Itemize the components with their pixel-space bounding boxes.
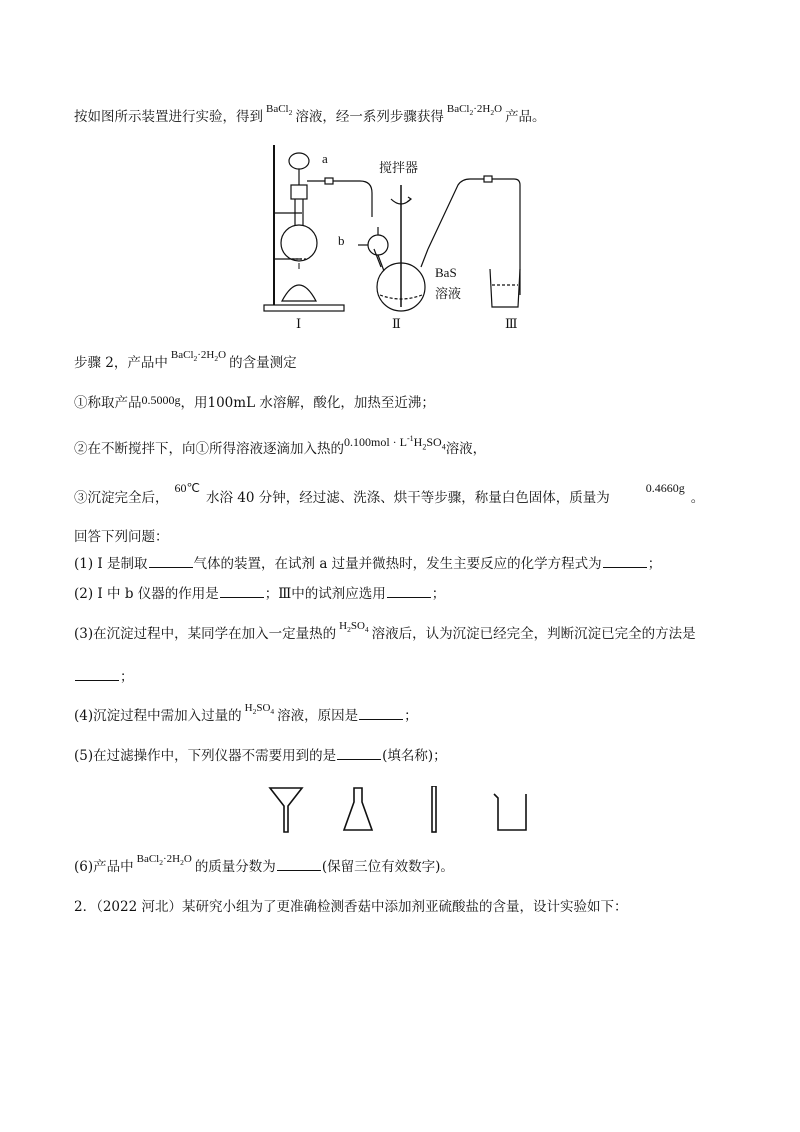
label-apparatus-1: Ⅰ bbox=[296, 317, 302, 332]
chem-h2so4: H2SO4 bbox=[339, 620, 369, 635]
s3-mid: 水浴 40 分钟，经过滤、洗涤、烘干等步骤，称量白色固体，质量为 bbox=[205, 490, 610, 506]
label-b: b bbox=[338, 233, 345, 248]
label-apparatus-2: Ⅱ bbox=[392, 317, 401, 332]
step2-line bbox=[74, 349, 297, 378]
instruments-row bbox=[266, 786, 536, 836]
s3-suffix: 。 bbox=[690, 490, 705, 506]
label-bas-solution: 溶液 bbox=[435, 287, 462, 302]
step-s3 bbox=[74, 481, 705, 508]
s2-prefix: ②在不断搅拌下，向①所得溶液逐滴加入热的 bbox=[74, 441, 344, 457]
beaker-icon bbox=[494, 794, 526, 830]
s1-suffix: ，用100mL 水溶解，酸化，加热至近沸； bbox=[180, 395, 435, 411]
chem-h2so4: H2SO4 bbox=[244, 702, 275, 717]
question-5: (5)在过滤操作中，下列仪器不需要用到的是 (填名称)； bbox=[74, 748, 447, 764]
chem-bacl2-2h2o: BaCl2·2H2O bbox=[170, 349, 227, 364]
label-a: a bbox=[322, 151, 328, 166]
s3-temperature: 60℃ bbox=[174, 481, 200, 495]
chem-bacl2-2h2o: BaCl2·2H2O bbox=[446, 103, 503, 118]
answer-blank[interactable] bbox=[387, 584, 431, 598]
answer-blank[interactable] bbox=[359, 706, 403, 720]
s2-suffix: 溶液， bbox=[445, 441, 487, 457]
intro-suffix: 产品。 bbox=[505, 109, 546, 125]
question-2: (2) Ⅰ 中 b 仪器的作用是 ；Ⅲ中的试剂应选用 ； bbox=[74, 586, 446, 602]
conical-flask-icon bbox=[344, 788, 372, 830]
answer-blank[interactable] bbox=[75, 667, 119, 681]
step-s2 bbox=[74, 436, 486, 464]
s3-mass: 0.4660g bbox=[645, 481, 685, 495]
step2-prefix: 步骤 2，产品中 bbox=[74, 355, 168, 371]
funnel-icon bbox=[270, 788, 302, 832]
answer-heading: 回答下列问题： bbox=[74, 529, 169, 545]
intro-prefix: 按如图所示装置进行实验，得到 bbox=[74, 109, 263, 125]
chem-bacl2: BaCl2 bbox=[266, 103, 293, 118]
step2-suffix: 的含量测定 bbox=[229, 355, 297, 371]
s2-concentration: $0.100mol \cdot L^{-1}H_2SO_4$ bbox=[344, 434, 446, 452]
glass-rod-icon bbox=[432, 786, 436, 832]
label-stirrer: 搅拌器 bbox=[379, 161, 419, 176]
question-3-cont: ； bbox=[74, 667, 134, 687]
answer-blank[interactable] bbox=[603, 554, 647, 568]
question-text: （2022 河北）某研究小组为了更准确检测香菇中添加剂亚硫酸盐的含量，设计实验如下： bbox=[96, 899, 628, 915]
label-apparatus-3: Ⅲ bbox=[505, 317, 518, 332]
answer-blank[interactable] bbox=[277, 857, 321, 871]
next-question bbox=[74, 897, 628, 917]
s3-prefix: ③沉淀完全后， bbox=[74, 490, 169, 506]
step-s1 bbox=[74, 393, 435, 413]
intro-line bbox=[74, 103, 546, 132]
question-6: (6)产品中 $^{BaCl_2\cdot 2H_2O}$ 的质量分数为 (保留三位有效数字)。 bbox=[74, 853, 454, 875]
answer-blank[interactable] bbox=[149, 554, 193, 568]
intro-mid: 溶液，经一系列步骤获得 bbox=[295, 109, 444, 125]
question-1: (1) Ⅰ 是制取 气体的装置，在试剂 a 过量并微热时，发生主要反应的化学方程式为 ； bbox=[74, 556, 662, 572]
label-bas: BaS bbox=[435, 265, 457, 280]
answer-blank[interactable] bbox=[337, 746, 381, 760]
chem-bacl2-2h2o: BaCl2·2H2O bbox=[136, 853, 192, 868]
answer-blank[interactable] bbox=[220, 584, 264, 598]
s1-mass: 0.5000g bbox=[141, 393, 181, 407]
question-4: (4)沉淀过程中需加入过量的 $^{H_2SO_4}$ 溶液，原因是 ； bbox=[74, 702, 418, 724]
question-number: 2． bbox=[74, 899, 97, 915]
s1-prefix: ①称取产品 bbox=[74, 395, 142, 411]
question-3: (3)在沉淀过程中，某同学在加入一定量热的 $^{H_2SO_4}$ 溶液后，认为沉淀已经完全，判断沉淀已完全的方法是 bbox=[74, 620, 696, 642]
apparatus-figure bbox=[262, 141, 522, 337]
